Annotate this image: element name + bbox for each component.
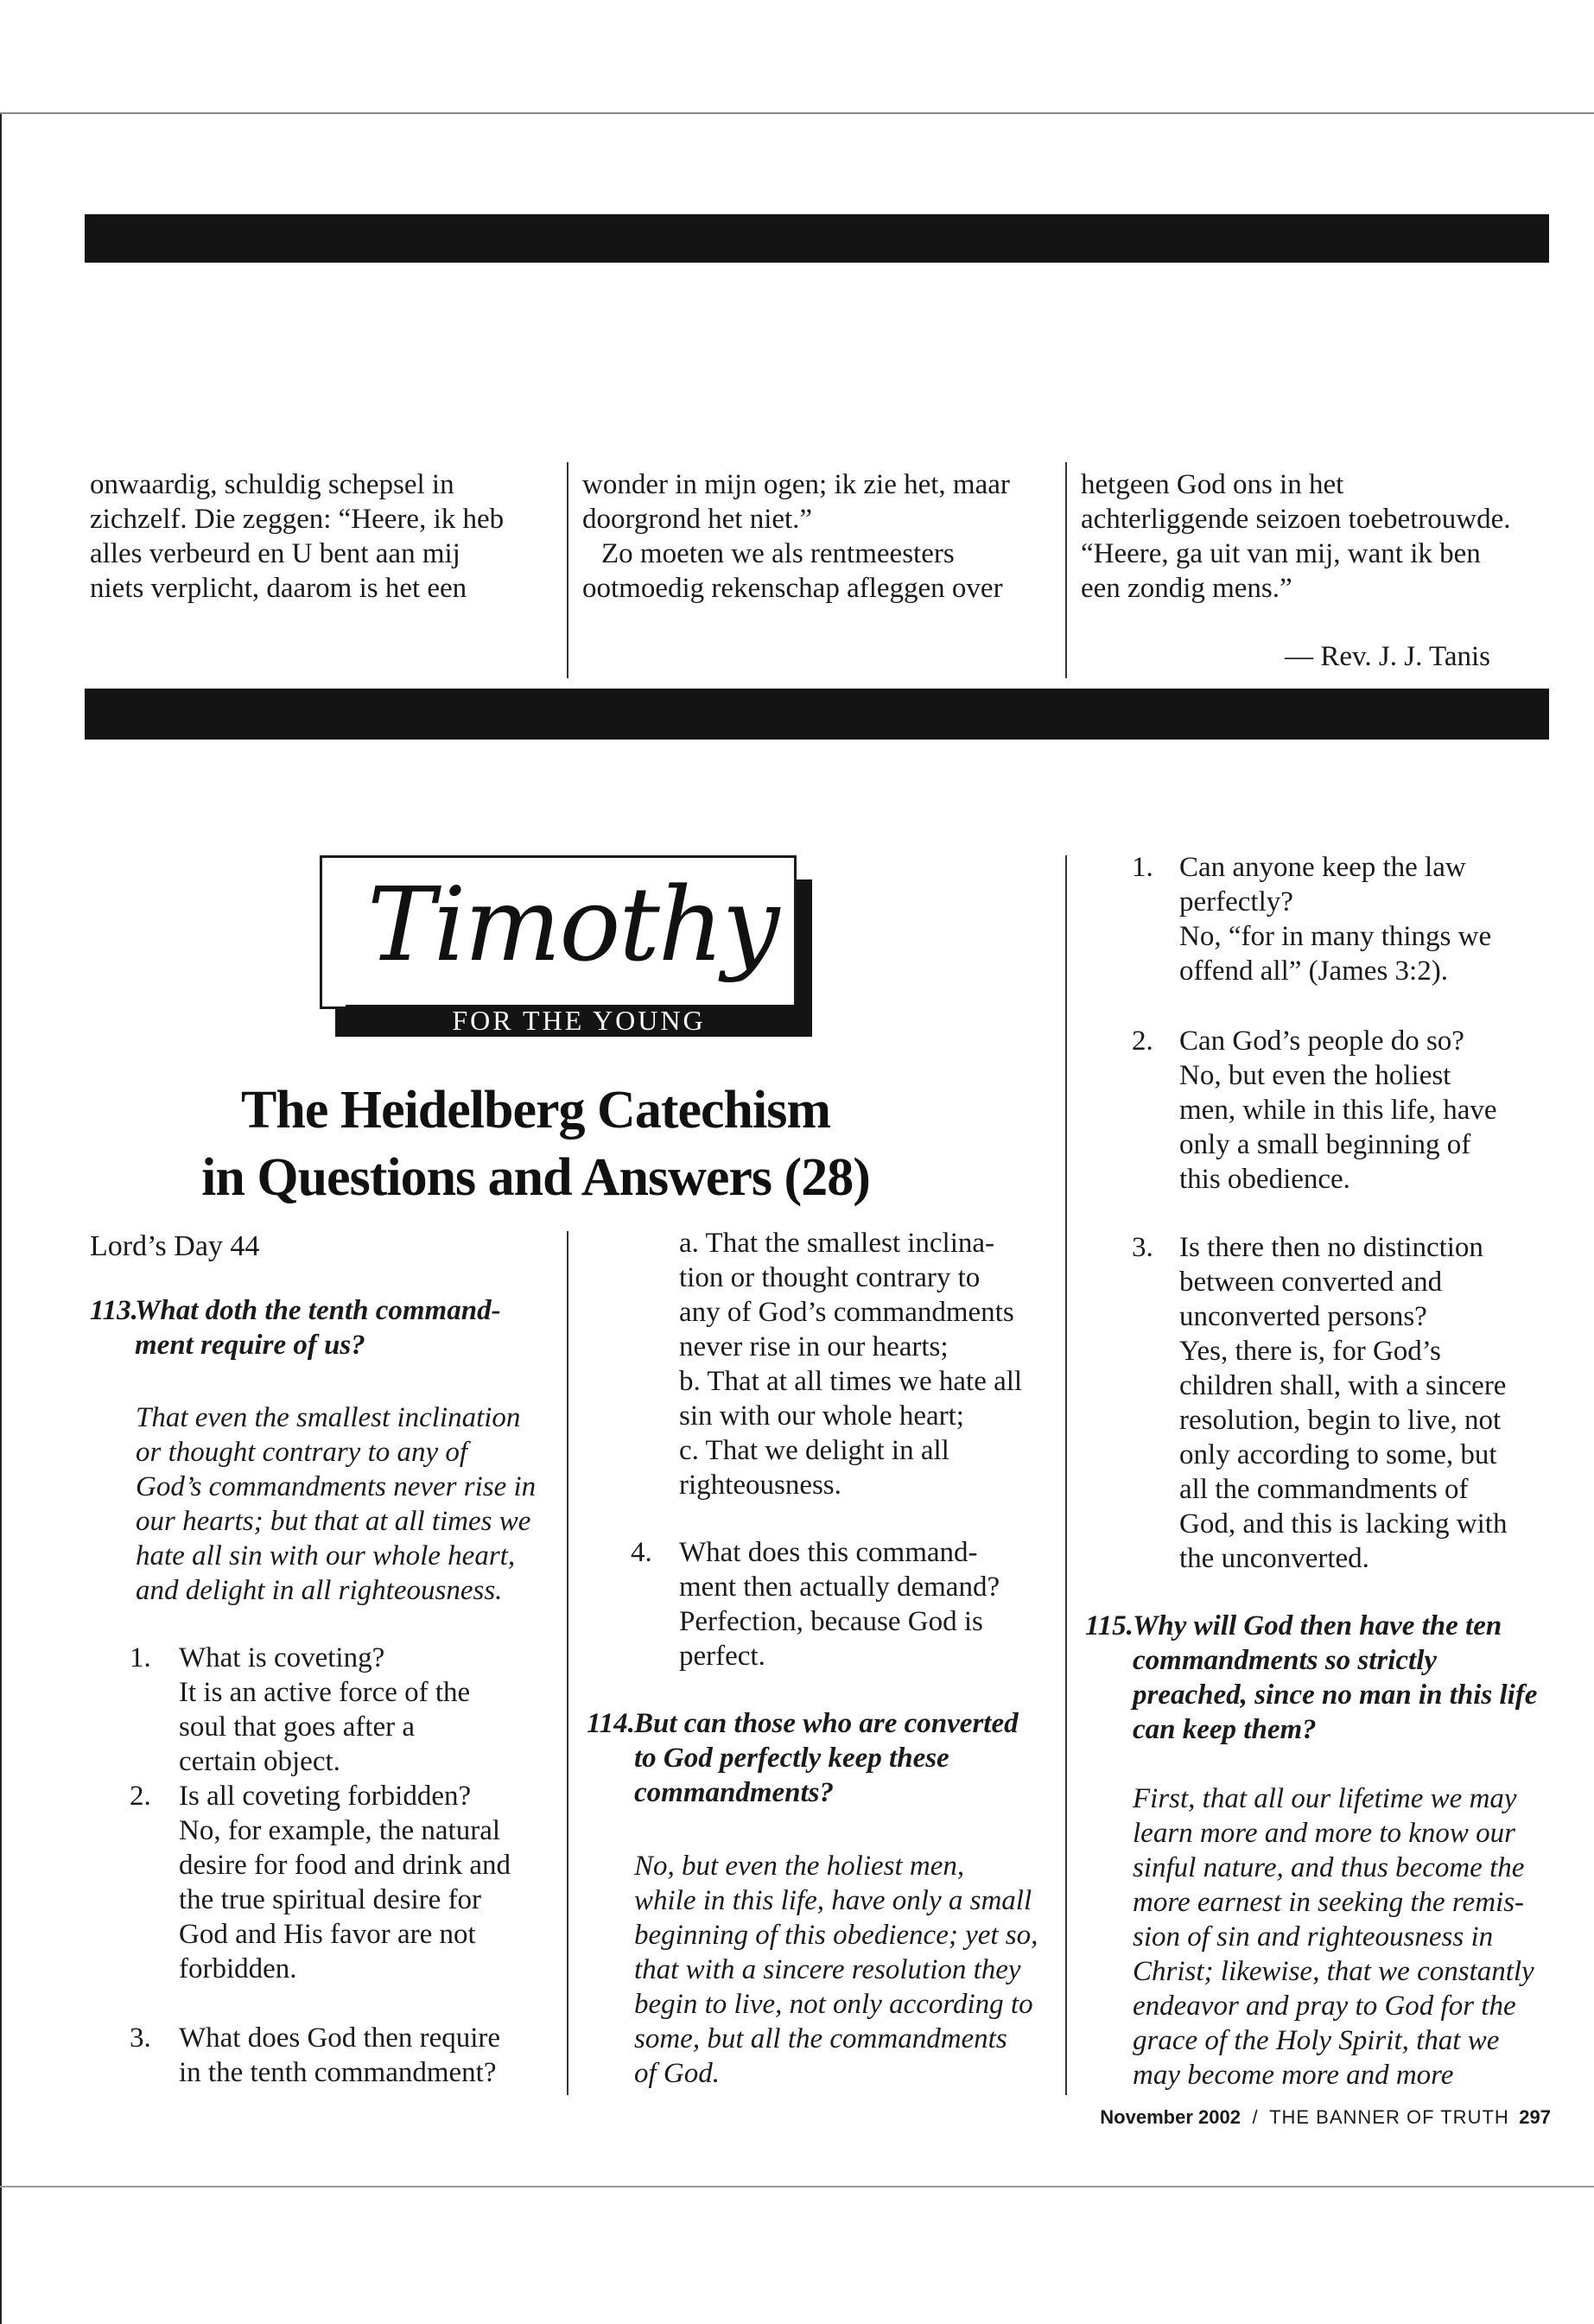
answer-line: more earnest in seeking the remis- [1133,1887,1525,1918]
answer-line: grace of the Holy Spirit, that we [1133,2025,1500,2056]
text-line: een zondig mens.” [1081,573,1292,604]
footer-date: November 2002 [1100,2106,1241,2128]
question-113 [90,1293,574,1362]
item-line: It is an active force of the [179,1677,471,1708]
item-line: God, and this is lacking with [1179,1508,1508,1540]
text-line: Zo moeten we als rentmeesters [601,538,955,569]
answer-line: Christ; likewise, that we constantly [1133,1956,1534,1987]
top-edge-line [0,112,1594,114]
text-line: c. That we delight in all [679,1435,949,1466]
answer-line: of God. [634,2058,720,2089]
question-115 [1085,1609,1569,1747]
item-line: perfect. [679,1641,765,1672]
text-line: b. That at all times we hate all [679,1366,1023,1397]
question-line: What doth the tenth command- [135,1295,501,1326]
item-number: 1. [130,1642,151,1673]
item-line: soul that goes after a [179,1711,416,1743]
item-line: desire for food and drink and [179,1850,511,1881]
text-line: never rise in our hearts; [679,1331,949,1362]
text-line: alles verbeurd en U bent aan mij [90,538,460,569]
item-line: resolution, begin to live, not [1179,1405,1502,1436]
answer-line: beginning of this obedience; yet so, [634,1920,1038,1951]
col2-item-4 [631,1535,1063,1673]
item-line: forbidden. [179,1953,297,1984]
text-line: achterliggende seizoen toebetrouwde. [1081,504,1511,535]
item-line: Perfection, because God is [679,1606,983,1637]
item-number: 1. [1132,852,1153,883]
item-line: the true spiritual desire for [179,1884,482,1915]
item-line: Is there then no distinction [1179,1232,1483,1263]
list-114-item-3 [1132,1230,1564,1576]
column-divider [1065,462,1067,678]
text-line: sin with our whole heart; [679,1400,964,1432]
item-line: in the tenth commandment? [179,2057,497,2088]
answer-line: while in this life, have only a small [634,1885,1032,1916]
answer-line: No, but even the holiest men, [634,1851,965,1882]
title-line: The Heidelberg Catechism [240,1081,830,1140]
question-line: But can those who are converted [634,1708,1019,1739]
answer-line: our hearts; but that at all times we [136,1506,531,1537]
answer-line: begin to live, not only according to [634,1989,1033,2020]
item-line: What does this command- [679,1537,978,1568]
logo-tagline: FOR THE YOUNG [346,1005,812,1037]
answer-line: learn more and more to know our [1133,1818,1516,1849]
question-line: preached, since no man in this life [1133,1680,1538,1711]
item-line: children shall, with a sincere [1179,1370,1507,1401]
question-114 [587,1706,1070,1810]
answer-line: that with a sincere resolution they [634,1954,1021,1985]
answer-line: endeavor and pray to God for the [1133,1991,1516,2022]
item-line: all the commandments of [1179,1474,1469,1505]
answer-line: God’s commandments never rise in [136,1471,537,1502]
item-line: offend all” (James 3:2). [1179,956,1448,987]
item-line: ment then actually demand? [679,1572,1000,1603]
item-line: What does God then require [179,2022,501,2054]
item-number: 2. [1132,1025,1153,1057]
title-line: in Questions and Answers (28) [201,1148,870,1207]
list-113-item-2 [130,1779,579,1986]
item-line: No, for example, the natural [179,1815,501,1846]
item-line: only a small beginning of [1179,1129,1471,1160]
question-line: Why will God then have the ten [1133,1610,1502,1641]
item-line: Can anyone keep the law [1179,852,1466,883]
item-line: certain object. [179,1746,340,1777]
answer-line: some, but all the commandments [634,2023,1007,2054]
list-113-item-1 [130,1641,579,1779]
answer-114 [634,1849,1066,2091]
item-line: unconverted persons? [1179,1301,1427,1332]
question-line: commandments so strictly [1133,1645,1438,1676]
top-col-2 [582,467,1066,606]
question-number: 113. [90,1295,138,1326]
footer-page-number: 297 [1519,2106,1551,2128]
text-line: “Heere, ga uit van mij, want ik ben [1081,538,1481,569]
answer-line: First, that all our lifetime we may [1133,1783,1517,1814]
item-line: Can God’s people do so? [1179,1025,1464,1057]
item-line: Yes, there is, for God’s [1179,1336,1441,1367]
item-line: the unconverted. [1179,1543,1369,1574]
top-col-3 [1081,467,1565,606]
item-line: between converted and [1179,1267,1443,1298]
item-line: No, but even the holiest [1179,1060,1451,1091]
answer-line: sinful nature, and thus become the [1133,1852,1525,1883]
text-line: tion or thought contrary to [679,1262,981,1293]
question-line: to God perfectly keep these [634,1743,949,1774]
answer-line: or thought contrary to any of [136,1437,468,1468]
text-line: zichzelf. Die zeggen: “Heere, ik heb [90,504,505,535]
text-line: any of God’s commandments [679,1297,1014,1328]
item-number: 2. [130,1781,151,1812]
question-number: 114. [587,1708,635,1739]
answer-line: That even the smallest inclination [136,1402,521,1433]
footer-separator: / [1252,2106,1258,2128]
item-line: men, while in this life, have [1179,1095,1497,1126]
column-divider [567,1231,568,2095]
answer-line: sion of sin and righteousness in [1133,1921,1494,1953]
text-line: righteousness. [679,1470,841,1501]
logo-title: Timothy [367,865,778,984]
lords-day: Lord’s Day 44 [90,1230,260,1262]
col2-continued [679,1226,1068,1502]
item-line: No, “for in many things we [1179,921,1492,952]
answer-115 [1133,1781,1565,2092]
question-number: 115. [1085,1610,1134,1641]
list-113-item-3 [130,2021,579,2090]
answer-line: and delight in all righteousness. [136,1575,503,1606]
question-line: can keep them? [1133,1714,1317,1745]
item-number: 3. [1132,1232,1153,1263]
text-line: a. That the smallest inclina- [679,1228,995,1259]
item-line: perfectly? [1179,886,1293,918]
page-footer [1037,2106,1551,2129]
item-number: 3. [130,2022,151,2054]
footer-publication: THE BANNER OF TRUTH [1269,2106,1509,2128]
list-114-item-2 [1132,1024,1564,1197]
column-divider [567,462,568,678]
answer-line: may become more and more [1133,2060,1454,2091]
list-114-item-1 [1132,850,1564,988]
item-line: What is coveting? [179,1642,385,1673]
top-banner-bar [85,214,1549,263]
text-line: ootmoedig rekenschap afleggen over [582,573,1003,604]
question-line: commandments? [634,1777,835,1808]
text-line: niets verplicht, daarom is het een [90,573,467,604]
top-col-1 [90,467,556,606]
question-line: ment require of us? [135,1330,365,1361]
text-line: hetgeen God ons in het [1081,469,1344,500]
signature: — Rev. J. J. Tanis [1285,641,1490,672]
answer-113 [136,1400,585,1608]
article-title [173,1076,899,1211]
item-line: God and His favor are not [179,1919,476,1950]
item-line: Is all coveting forbidden? [179,1781,472,1812]
text-line: wonder in mijn ogen; ik zie het, maar [582,469,1010,500]
column-divider [1065,855,1067,2095]
section-divider-bar [85,689,1549,740]
text-line: doorgrond het niet.” [582,504,813,535]
answer-line: hate all sin with our whole heart, [136,1540,516,1572]
text-line: onwaardig, schuldig schepsel in [90,469,454,500]
bottom-edge-line [0,2186,1594,2187]
item-line: this obedience. [1179,1164,1350,1195]
item-number: 4. [631,1537,652,1568]
page-edge [0,112,2,2324]
item-line: only according to some, but [1179,1439,1497,1470]
